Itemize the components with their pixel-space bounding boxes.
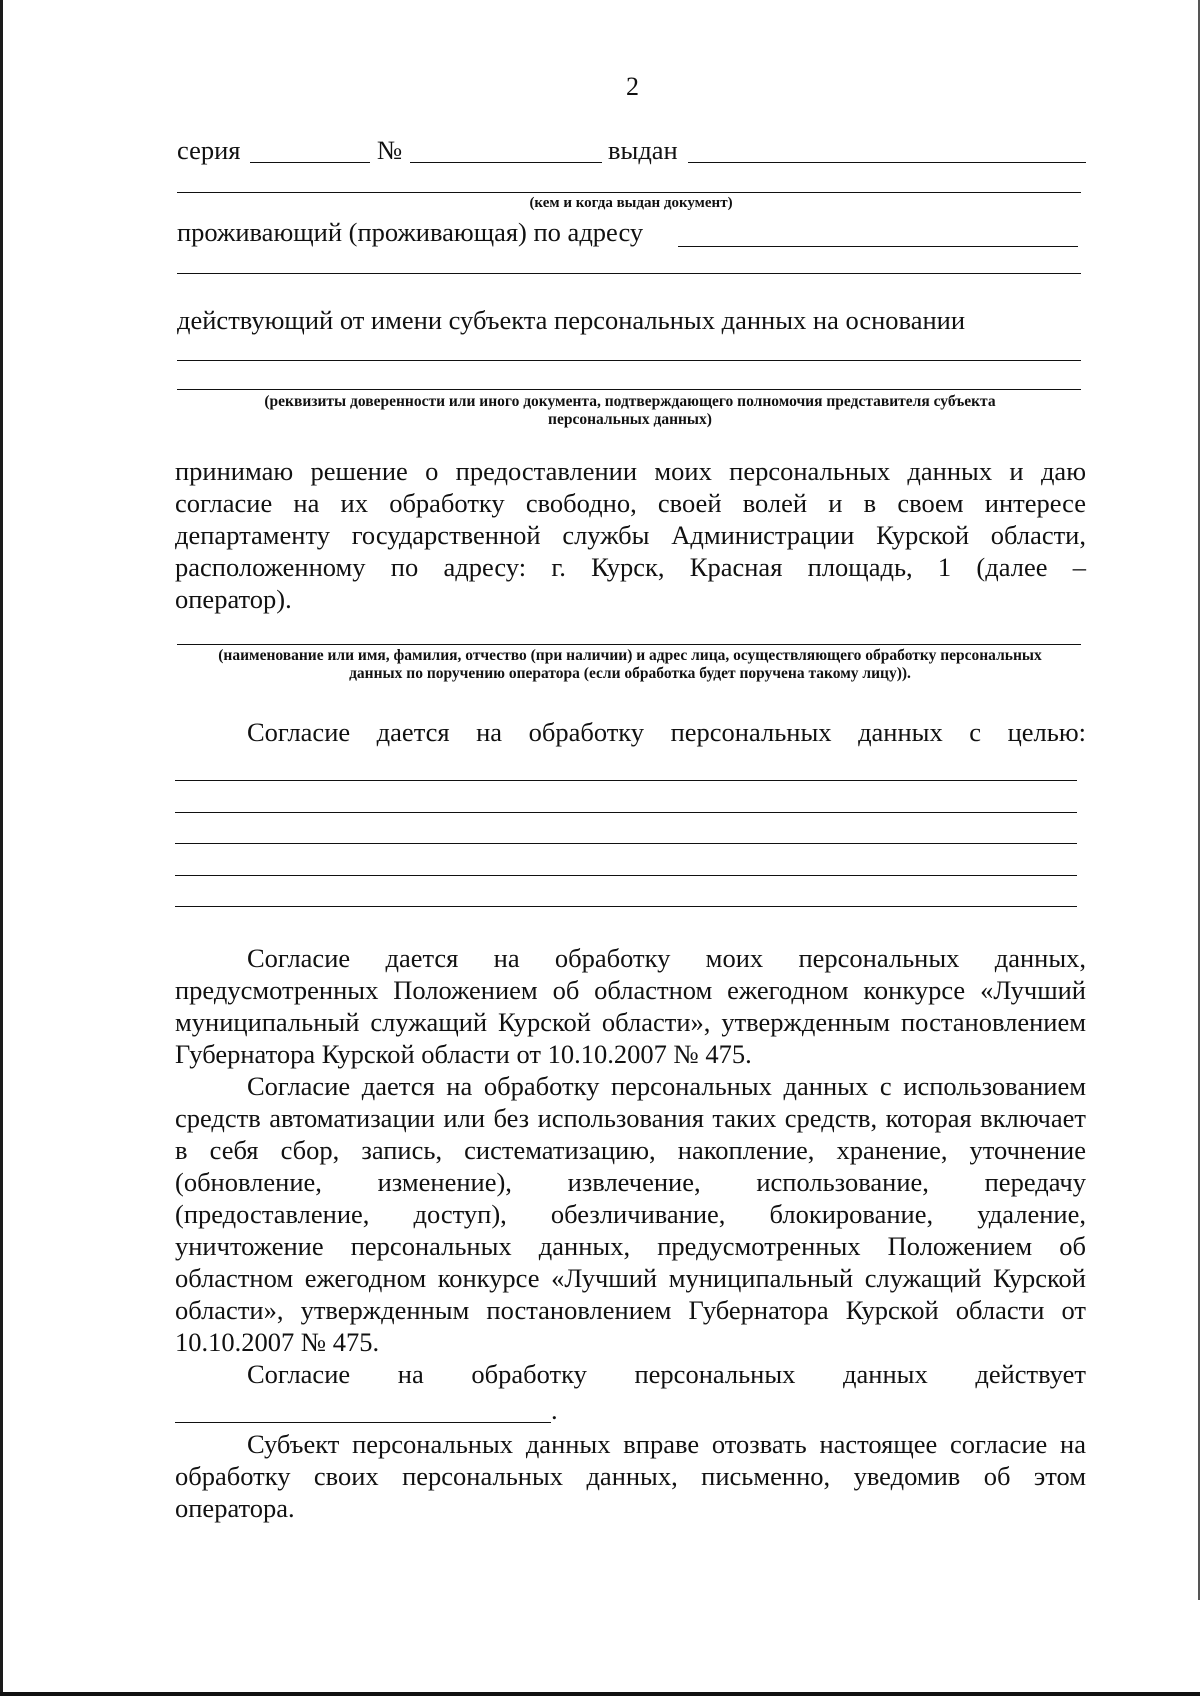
decision-line-2: согласие на их обработку свободно, своей волей и в своем интересе	[175, 488, 1086, 518]
purpose-field-4[interactable]	[175, 875, 1077, 876]
basis-note-line1: (реквизиты доверенности или иного документа, подтверждающего полномочия представителя субъекта	[264, 393, 996, 410]
basis-label: действующий от имени субъекта персональных данных на основании	[177, 305, 966, 335]
purpose-field-3[interactable]	[175, 843, 1077, 844]
address-label: проживающий (проживающая) по адресу	[177, 217, 644, 247]
decision-line-1: принимаю решение о предоставлении моих персональных данных и даю	[175, 456, 1086, 486]
issued-field-continuation[interactable]	[177, 192, 1081, 193]
series-field[interactable]	[250, 162, 370, 163]
consent-paragraph-3: Согласие на обработку персональных данных действует	[247, 1359, 1086, 1389]
processor-note-line1: (наименование или имя, фамилия, отчество (при наличии) и адрес лица, осуществляющего обработку персональных	[218, 647, 1042, 664]
number-field[interactable]	[410, 162, 602, 163]
validity-period-field[interactable]	[175, 1422, 551, 1423]
consent-paragraph-1: Согласие дается на обработку моих персональных данных, предусмотренных Положением об областном ежегодном конкурсе «Лучший муниципальный служащий Курской области», утвержденным постановлением Губернатора Курской области от 10.10.2007 № 475.	[175, 943, 1086, 1069]
issued-label: выдан	[608, 135, 678, 165]
withdrawal-block	[175, 1428, 1086, 1524]
consent-block	[175, 942, 1086, 1390]
page-number: 2	[626, 72, 639, 101]
scan-edge-bottom	[0, 1692, 1200, 1696]
validity-period-end: .	[551, 1395, 558, 1425]
processor-note-line2: данных по поручению оператора (если обработка будет поручена такому лицу)).	[349, 665, 911, 682]
purpose-field-2[interactable]	[175, 812, 1077, 813]
decision-line-4: расположенному по адресу: г. Курск, Красная площадь, 1 (далее –	[175, 552, 1086, 582]
address-field-continuation[interactable]	[177, 273, 1081, 274]
scan-edge-left	[0, 0, 3, 1696]
issued-note: (кем и когда выдан документ)	[529, 195, 733, 211]
purpose-block	[175, 716, 1086, 748]
address-field[interactable]	[678, 246, 1078, 247]
basis-note-line2: персональных данных)	[548, 411, 712, 428]
consent-paragraph-4: Субъект персональных данных вправе отозвать настоящее согласие на обработку своих персональных данных, письменно, уведомив об этом оператора.	[175, 1429, 1086, 1523]
issued-field[interactable]	[688, 162, 1086, 163]
series-label: серия	[177, 135, 241, 165]
purpose-field-5[interactable]	[175, 906, 1077, 907]
number-label: №	[377, 135, 403, 165]
decision-paragraph	[175, 455, 1086, 615]
decision-line-3: департаменту государственной службы Администрации Курской области,	[175, 520, 1086, 550]
basis-field-1[interactable]	[177, 360, 1081, 361]
basis-field-2[interactable]	[177, 389, 1081, 390]
purpose-label: Согласие дается на обработку персональных данных с целью:	[247, 717, 1086, 747]
decision-line-5: оператор).	[175, 584, 292, 614]
purpose-field-1[interactable]	[175, 780, 1077, 781]
consent-paragraph-2: Согласие дается на обработку персональных данных с использованием средств автоматизации или без использования таких средств, которая включает в себя сбор, запись, систематизацию, накопление, хранение, уточнение (обновление, изменение), извлечение, использование, передачу (предоставление, доступ), обезличивание, блокирование, удаление, уничтожение персональных данных, предусмотренных Положением об областном ежегодном конкурсе «Лучший муниципальный служащий Курской области», утвержденным постановлением Губернатора Курской области от 10.10.2007 № 475.	[175, 1071, 1086, 1357]
processor-field[interactable]	[177, 644, 1081, 645]
